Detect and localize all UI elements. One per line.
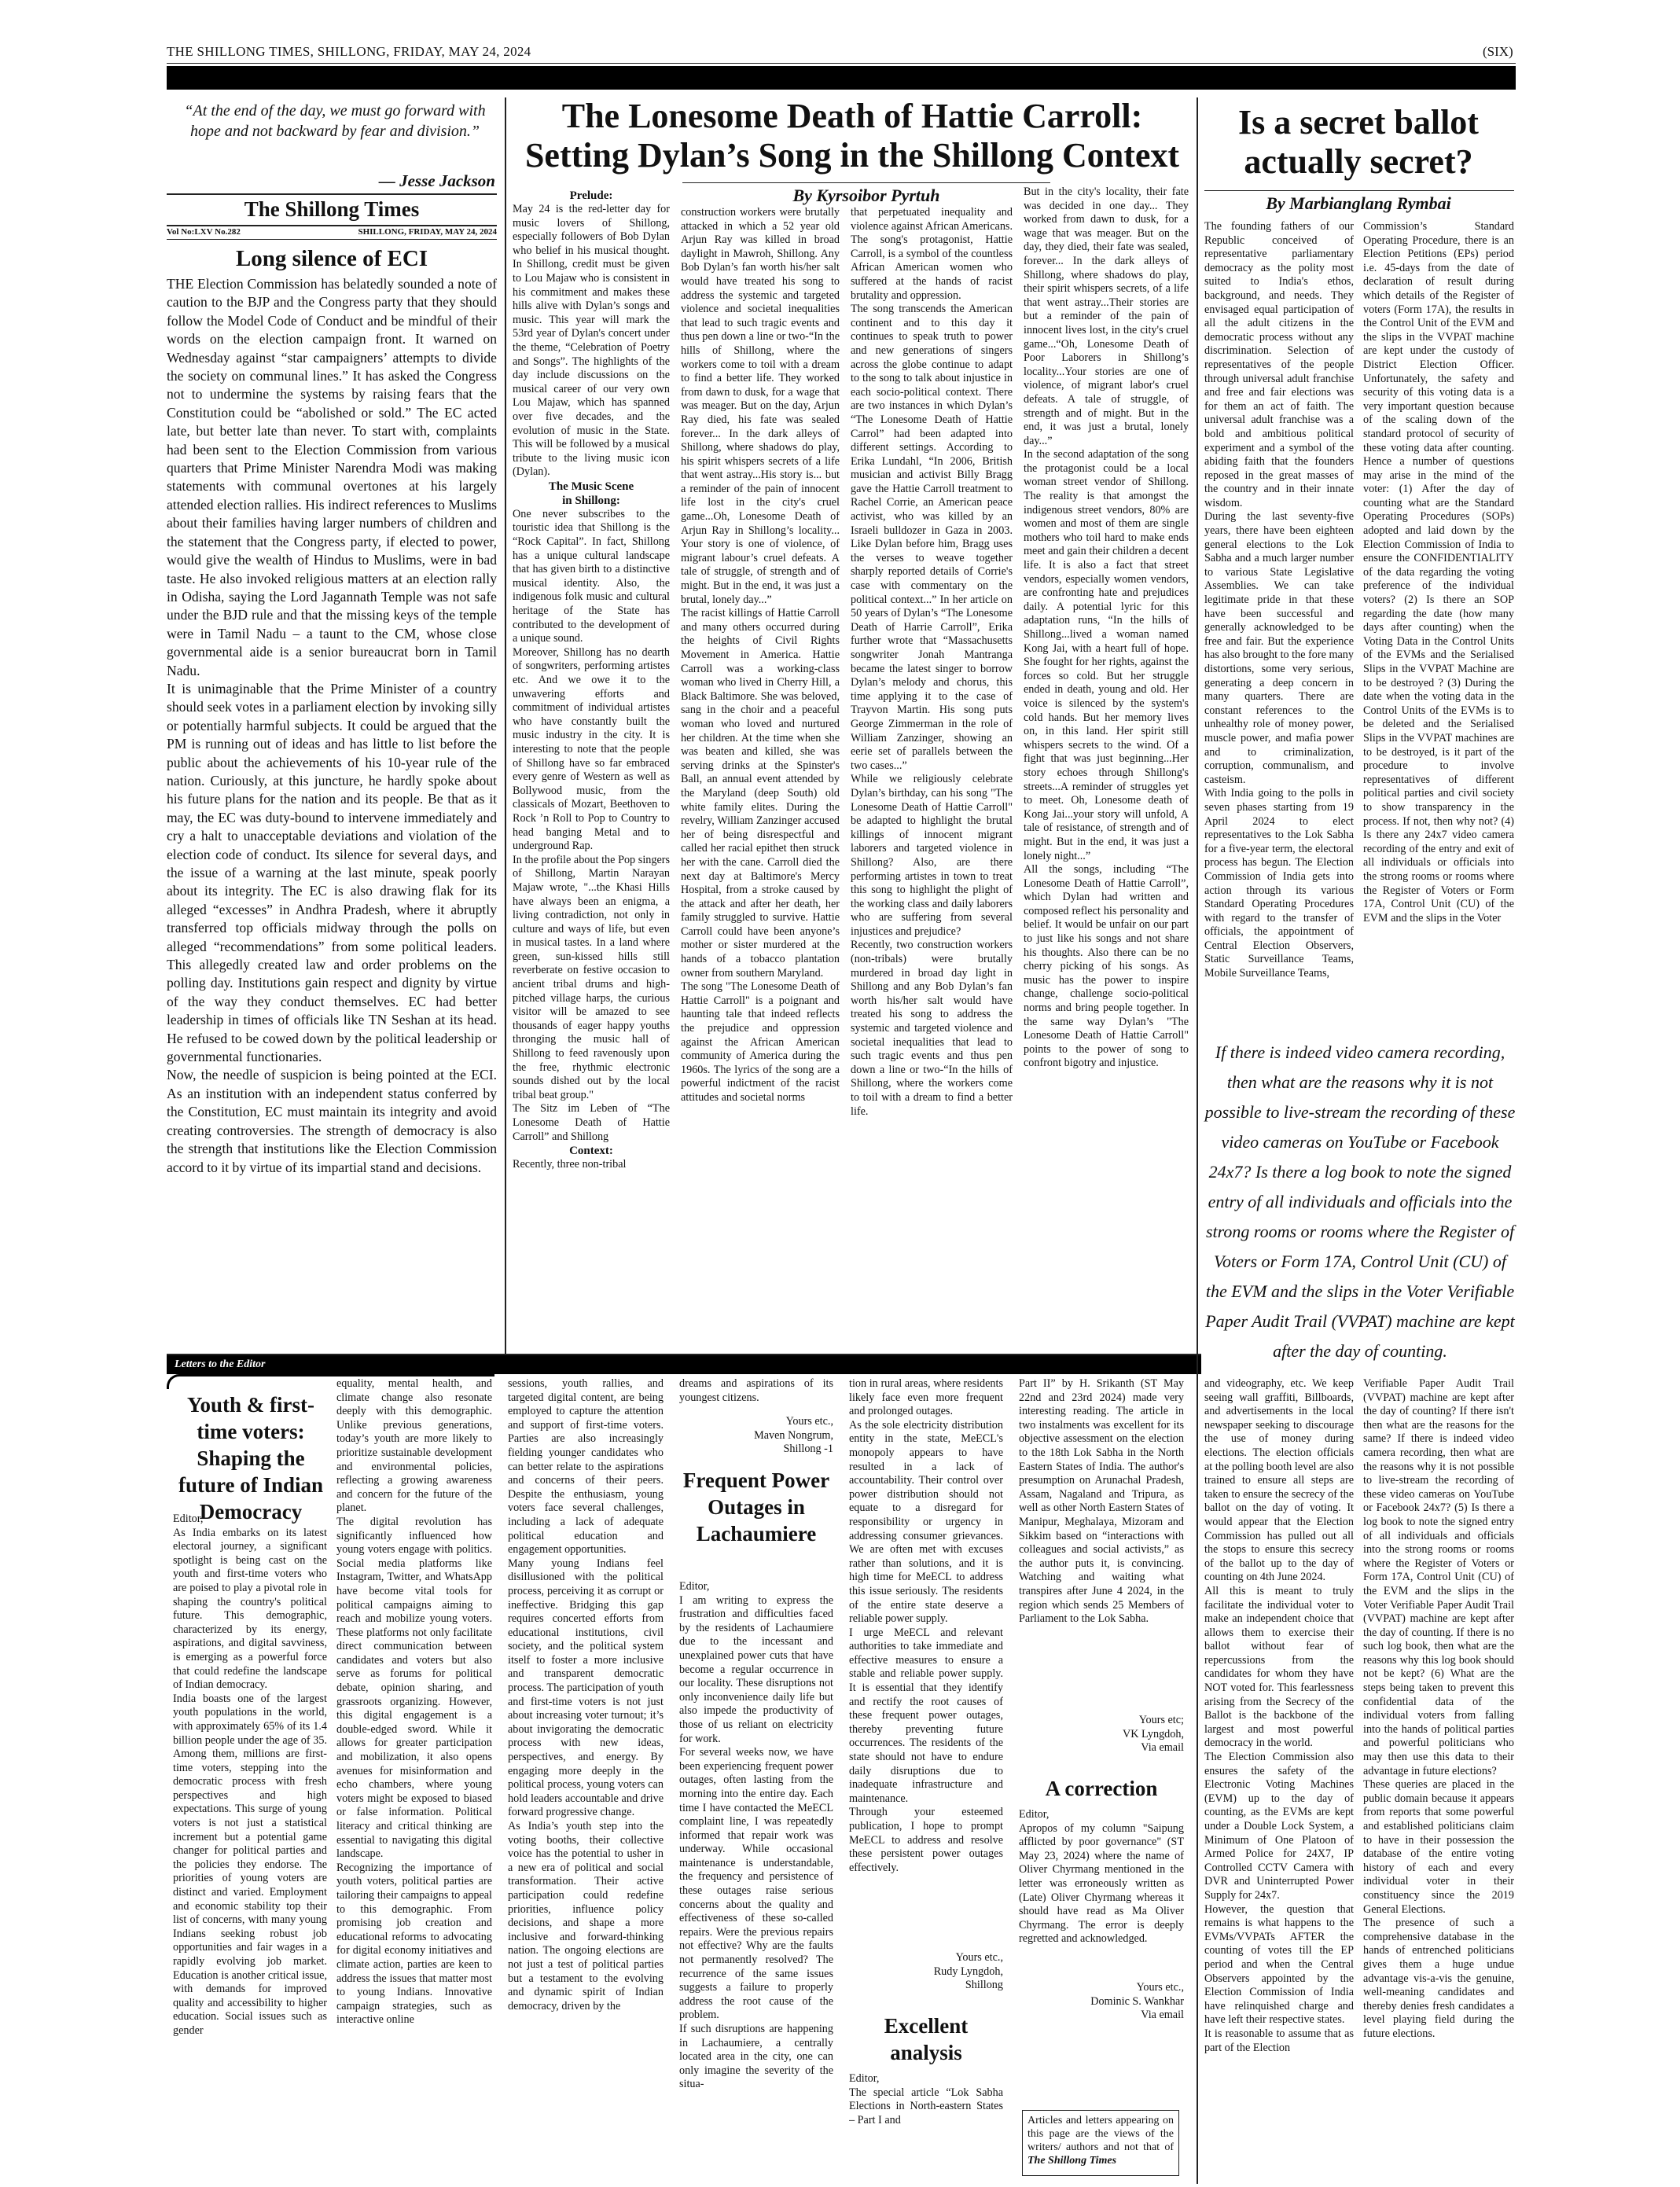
letter3-signature: Yours etc; VK Lyngdoh, Via email: [1122, 1714, 1184, 1755]
ballot-byline-rule: [1204, 190, 1514, 191]
letter4-title: A correction: [1045, 1777, 1158, 1800]
letter1-col-2: equality, mental health, and climate change also resonate deeply with this demographic. Unlike previous generations, today’s youth are more likely to prioritize sustainable development and environmental policies, reflecting a growing awareness and concern for the future of the planet. The digital revolution has significantly influenced how young voters engage with politics. Social media platforms like Instagram, Twitter, and WhatsApp have become vital tools for political campaigns aiming to reach and mobilize young voters. These platforms not only facilitate direct communication between candidates and voters but also serve as forums for political debate, opinion sharing, and grassroots organizing. However, this digital engagement is a double-edged sword. While it allows for greater participation and mobilization, it also opens avenues for misinformation and echo chambers, where young voters might be exposed to biased or false information. Political literacy and critical thinking are essential to navigating this digital landscape. Recognizing the importance of youth voters, political parties are tailoring their campaigns to appeal to this demographic. From promising job creation and educational reforms to advocating for digital economy initiatives and climate action, parties are keen to address the issues that matter most to young Indians. Innovative campaign strategies, such as interactive online: [336, 1377, 492, 2027]
prelude-text: May 24 is the red-letter day for music lovers of Shillong, especially followers of Bob Dylan who belief in his musical thought. In Shillong, credit must be given to Lou Majaw who is consistent in his commitment and makes these hills alive with Dylan’s songs and music. This year will mark the 53rd year of Dylan's concert under the theme, “Celebration of Poetry and Songs”. The highlights of the day include discussions on the musical career of our very own Lou Majaw, which has spanned over five decades, and the evolution of music in the State. This will be followed by a musical tribute to the living music icon (Dylan).: [513, 203, 670, 479]
letter2-title: Frequent Power Outages in Lachaumiere: [682, 1468, 830, 1546]
letter1-signature: Yours etc., Maven Nongrum, Shillong -1: [754, 1415, 833, 1456]
letter2-col-1: Editor, I am writing to express the frustration and difficulties faced by the residents of Lachaumiere due to the incessant and unexplained power cuts that have become a regular occurrence in our locality. These disruptions not only inconvenience daily life but also impede the productivity of those of us reliant on electricity for work. For several weeks now, we have been experiencing frequent power outages, often lasting from the morning into the entire day. Each time I have contacted the MeECL complaint line, I was repeatedly informed that repair work was underway. While occasional maintenance is understandable, the frequency and persistence of these outages raise serious concerns about the quality and effectiveness of these so-called repairs. Were the previous repairs not effective? Why are the faults not permanently resolved? The recurrence of the same issues suggests a failure to properly address the root cause of the problem. If such disruptions are happening in Lachaumiere, a centrally located area in the city, one can only imagine the severity of the situa-: [679, 1580, 833, 2091]
prelude-head: Prelude:: [569, 189, 613, 202]
ballot-title-line2: actually secret?: [1244, 142, 1473, 181]
quote-block: [170, 101, 500, 142]
running-head: THE SHILLONG TIMES, SHILLONG, FRIDAY, MAY 24, 2024: [167, 44, 531, 59]
lead-title-line1: The Lonesome Death of Hattie Carroll:: [561, 97, 1143, 135]
editorial-title: Long silence of ECI: [235, 246, 428, 271]
letter1-col-3: sessions, youth rallies, and targeted digital content, are being employed to capture the attention and support of first-time voters. Parties are also increasingly fielding younger candidates who can better relate to the aspirations and concerns of their peers. Despite the enthusiasm, young voters face several challenges, including a lack of adequate political education and engagement opportunities. Many young Indians feel disillusioned with the political process, perceiving it as corrupt or ineffective. Bridging this gap requires concerted efforts from educational institutions, civil society, and the political system itself to foster a more inclusive and transparent democratic process. The participation of youth and first-time voters is not just about increasing voter turnout; it’s about invigorating the democratic process with new ideas, perspectives, and energy. By engaging more deeply in the political process, young voters can hold leaders accountable and drive forward progressive change. As India’s youth step into the voting booths, their collective voice has the potential to usher in a new era of political and social transformation. Their active participation could redefine priorities, influence policy decisions, and shape a more inclusive and forward-thinking nation. The ongoing elections are not just a test of political parties but a testament to the evolving and dynamic spirit of Indian democracy, driven by the: [508, 1377, 664, 2012]
lead-col-2: construction workers were brutally attacked in which a 52 year old Arjun Ray was killed in broad daylight in Mawroh, Shillong. Any Bob Dylan’s fan worth his/her salt would have treated his song to address the systemic and targeted violence and societal inequalities that lead to such tragic events and thus pen down a line or two-“In the hills of Shillong, where the workers come to toil with a dream to find a better life. They worked from dawn to dusk, for a wage that was meager. But on the day, Arjun Ray died, his fate was sealed forever... In the dark alleys of Shillong, where shadows do play, his spirit whispers secrets of a life that went astray...His story is... but a reminder of the pain of innocent life lost in the city's cruel game...Oh, Lonesome Death of Arjun Ray in Shillong’s locality... Your story is one of violence, of migrant labour’s cruel defeats. A tale of struggle, of strength and of might. But in the end, it was just a brutal, lonely day...” The racist killings of Hattie Carroll and many others occurred during the heights of Civil Rights Movement in America. Hattie Carroll was a working-class woman who lived in Cherry Hill, a Black Baltimore. She was beloved, sang in the choir and a peaceful woman who loved and nurtured her children. At the time when she was beaten and killed, she was serving drinks at the Spinster's Ball, an annual event attended by the Maryland (deep South) old white family elites. During the revelry, William Zanzinger accused her of being disrespectful and called her racial epithet then struck her with the cane. Carroll died the next day at Baltimore's Mercy Hospital, from a stroke caused by the attack and after her death, her family struggled to survive. Hattie Carroll could have been anyone’s mother or sister murdered at the hands of a tobacco plantation owner from southern Maryland. The song "The Lonesome Death of Hattie Carroll" is a poignant and haunting tale that indeed reflects the prejudice and oppression against the African American community of America during the 1960s. The lyrics of the song are a powerful indictment of the racist attitudes and societal norms: [681, 206, 840, 1104]
quote-text: “At the end of the day, we must go forward with hope and not backward by fear and division.”: [184, 102, 486, 140]
lead-title-line2: Setting Dylan’s Song in the Shillong Context: [524, 136, 1180, 175]
divider-left: [505, 97, 506, 1354]
music-scene-head: The Music Scene in Shillong:: [548, 480, 634, 507]
letters-bar: [167, 1355, 1201, 1374]
divider-right: [1197, 97, 1198, 1354]
letter2-col-2: tion in rural areas, where residents likely face even more frequent and prolonged outages. As the sole electricity distribution entity in the state, MeECL's monopoly appears to have resulted in a lack of accountability. Their control over power distribution should not equate to a disregard for responsibility or urgency in addressing consumer grievances. We are often met with excuses rather than solutions, and it is high time for MeECL to address this issue seriously. The residents of the entire state deserve a reliable power supply. I urge MeECL and relevant authorities to take immediate and effective measures to ensure a stable and reliable power supply. It is essential that they identify and rectify the root causes of these frequent power outages, thereby preventing future occurrences. The residents of the state should not have to endure daily disruptions due to inadequate infrastructure and maintenance. Through your esteemed publication, I hope to prompt MeECL to address and resolve these persistent power outages effectively.: [849, 1377, 1003, 1874]
quote-author: — Jesse Jackson: [378, 171, 495, 190]
lead-col-4: But in the city's locality, their fate was decided in one day... They worked from dawn to dusk, for a wage that was meager. But on the day, they died, their fate was sealed, forever... In the dark alleys of Shillong, where shadows do play, their spirit whispers secrets, of a life that went astray...Their stories are but a reminder of the pain of innocent lives lost, in the city's cruel game...“Oh, Lonesome Death of Poor Laborers in Shillong’s locality...Your stories are one of violence, of migrant labor's cruel defeats. A tale of struggle, of strength and of might. But in the end, it was just a brutal, lonely day...” In the second adaptation of the song the protagonist could be a local woman street vendor of Shillong. The reality is that amongst the indigenous street vendors, 80% are women and most of them are single mothers who toil hard to make ends meet and gain their children a decent life. It is also a fact that street vendors, especially women vendors, are confronting hate and prejudices daily. A potential lyric for this adaptation runs, “In the hills of Shillong...lived a woman named Kong Jai, with a heart full of hope. She fought for her rights, against the forces so cold. But her struggle ended in death, young and old. Her voice is silenced by the system's cold hands. But her memory lives on, in this land. Her spirit still whispers secrets to the wind. Of a fight that was just beginning...Her story echoes through Shillong's streets...A reminder of struggles yet to meet. Oh, Lonesome death of Kong Jai...your story will unfold, A tale of resistance, of strength and of might. But in the end, it was just a lonely night...” All the songs, including “The Lonesome Death of Hattie Carroll”, which Dylan had written and composed reflect his personality and belief. It would be unfair on our part to just like his songs and not share his thoughts. Also there can be no cherry picking of his songs. As music has the power to inspire change, challenge socio-political norms and bring people together. In the same way Dylan’s "The Lonesome Death of Hattie Carroll" points to the power of song to confront bigotry and injustice.: [1024, 186, 1189, 1070]
letter3-title: Excellent analysis: [884, 2014, 969, 2064]
letter1-title: Youth & first-time voters: Shaping the future of Indian Democracy: [178, 1393, 324, 1524]
letter2-signature: Yours etc., Rudy Lyngdoh, Shillong: [933, 1951, 1003, 1992]
letter1-col-1: Editor, As India embarks on its latest electoral journey, a significant spotlight is being cast on the youth and first-time voters who are poised to play a pivotal role in shaping the country's political future. This demographic, characterized by its energy, aspirations, and digital savviness, is emerging as a powerful force that could redefine the landscape of Indian democracy. India boasts one of the largest youth populations in the world, with approximately 65% of its 1.4 billion people under the age of 35. Among them, millions are first-time voters, stepping into the democratic process with fresh perspectives and high expectations. This surge of young voters is not just a statistical increment but a potential game changer for political parties and the policies they endorse. The priorities of young voters are distinct and varied. Employment and economic stability top their list of concerns, with many young Indians seeking robust job opportunities and fair wages in a rapidly evolving job market. Education is another critical issue, with demands for improved quality and accessibility to higher education. Social issues such as gender: [173, 1513, 327, 2037]
page-number: (SIX): [1483, 44, 1513, 59]
ballot-col-1: The founding fathers of our Republic conceived of representative parliamentary democracy as the polity most suited to India's ethos, background, and needs. They envisaged equal participation of all the adult citizens in the democratic process without any discrimination. Selection of representatives of the people through universal adult franchise and free and fair elections was for them an act of faith. The universal adult franchise was a bold and ambitious political experiment and a symbol of the abiding faith that the founders reposed in the great masses of the country and in their innate wisdom. During the last seventy-five years, there have been eighteen general elections to the Lok Sabha and a much larger number to various State Legislative Assemblies. We can take legitimate pride in that these have been successful and generally acknowledged to be free and fair. But the experience has also brought to the fore many distortions, some very serious, generating a deep concern in many quarters. There are constant references to the unhealthy role of money power, muscle power, and mafia power and to criminalization, corruption, communalism, and casteism. With India going to the polls in seven phases starting from 19 April 2024 to elect representatives to the Lok Sabha for a five-year term, the electoral process has begun. The Election Commission of India gets into action through its various Standard Operating Procedures with regard to the transfer of officials, the appointment of Central Election Observers, Static Surveillance Teams, Mobile Surveillance Teams,: [1204, 220, 1354, 980]
letters-bar-label: Letters to the Editor: [175, 1358, 266, 1370]
masthead-rule-mid: [167, 225, 497, 226]
music-scene-text: One never subscribes to the touristic idea that Shillong is the “Rock Capital”. In fact, Shillong has a unique cultural landscape that has given birth to a distinctive musical identity. Also, the indigenous folk music and cultural heritage of the State has contributed to the development of a unique sound. Moreover, Shillong has no dearth of songwriters, performing artistes etc. And we owe it to the unwavering efforts and commitment of individual artistes who have constantly built the music industry in the city. It is interesting to note that the people of Shillong have so far embraced every genre of Western as well as Bollywood music, from the classicals of Mozart, Beethoven to Rock ’n Roll to Pop to Country to head banging Metal and to underground Rap. In the profile about the Pop singers of Shillong, Martin Narayan Majaw wrote, "...the Khasi Hills have always been an enigma, a living contradiction, not only in culture and ways of life, but even in musical tastes. In a land where green, sun-kissed hills still reverberate on festive occasion to ancient tribal drums and high-pitched village harps, the curious visitor will be amazed to see thousands of eager happy youths thronging the music hall of Shillong to feed ravenously upon the free, rhythmic electronic sounds dished out by the local tribal beat group." The Sitz im Leben of “The Lonesome Death of Hattie Carroll” and Shillong: [513, 507, 670, 1143]
editorial-body: THE Election Commission has belatedly sounded a note of caution to the BJP and the Congress party that they should follow the Model Code of Conduct and be mindful of their words on the election campaign front. It warned on Wednesday against “star campaigners’ attempts to divide the society on communal lines.” It has asked the Congress not to undermine the systems by raising fears that the Constitution could be “abolished or sold.” The EC acted late, but better late than never. To start with, complaints had been sent to the Election Commission from various quarters that Prime Minister Narendra Modi was making statements with communal overtones at his largely attended election rallies. His indirect references to Muslims about their families having larger numbers of children and the statement that the Congress party, if elected to power, would give the wealth of Hindus to Muslims, were in bad taste. He also invoked religious matters at an election rally in Odisha, saying the Lord Jagannath Temple was not safe under the BJD rule and that the missing keys of the temple were in Tamil Nadu – a taunt to the CM, whose close governmental aide is a senior bureaucrat born in Tamil Nadu. It is unimaginable that the Prime Minister of a country should seek votes in a parliament election by invoking silly or potentially harmful subjects. It could be argued that the PM is running out of ideas and has little to list before the public about the achievements of his 10-year rule of the nation. Curiously, at this juncture, he hardly spoke about his future plans for the nation and its people. Be that as it may, the EC was duty-bound to intervene immediately and cry a halt to unacceptable deviations and violation of the election code of conduct. Its silence for several days, and the issue of a warning at the last minute, speak poorly about its integrity. The EC is also drawing flak for its alleged “excesses” in Andhra Pradesh, where it abruptly transferred top officials midway through the polls on alleged “recommendations” from some political leaders. This allegedly created law and order problems on the polling day. Institutions gain respect and dignity by virtue of the way they conduct themselves. EC had better leadership in times of officials like TN Seshan at its head. He refused to be cowed down by the political leadership or governmental functionaries. Now, the needle of suspicion is being pointed at the ECI. As an institution with an independent status conferred by the Constitution, EC must maintain its integrity and avoid creating controversies. The strength of democracy is also the strength that institutions like the Election Commission accord to it by virtue of its impartial stand and decisions.: [167, 276, 497, 1175]
letter4-text: Editor, Apropos of my column "Saipung afflicted by poor governance" (ST May 23, 2024) where the name of Oliver Chyrmang mentioned in the letter was erroneously written as (Late) Oliver Chyrmang whereas it should have read as Ma Oliver Chyrmang. The error is deeply regretted and acknowledged.: [1019, 1808, 1184, 1946]
ballot-col-4: Verifiable Paper Audit Trail (VVPAT) machine are kept after the day of counting? If there isn't then what are the reasons for the same? If there is indeed video camera recording, then what are the reasons why it is not possible to live-stream the recording of these video cameras on YouTube or Facebook 24x7? (5) Is there a log book to note the signed entry of all individuals and officials into the strong rooms or rooms where the Register of Voters or Form 17A, Control Unit (CU) of the EVM and the slips in the Voter Verifiable Paper Audit Trail (VVPAT) machine are kept after the day of counting. If there is no such log book, then what are the reasons why this log book should not be kept? (6) What are the steps being taken to prevent this confidential data of the individual voters from falling into the hands of political parties and powerful politicians who may then use this data to their advantage in future elections? These queries are placed in the public domain because it appears from reports that some powerful and established politicians claim to have in their possession the database of the entire voting history of each and every individual voter in their constituency since the 2019 General Elections. The presence of such a comprehensive database in the hands of entrenched politicians gives them a huge undue advantage vis-a-vis the genuine, well-meaning candidates and thereby denies fresh candidates a level playing field during the future elections.: [1363, 1377, 1514, 2040]
header-black-bar: [167, 66, 1516, 90]
context-head: Context:: [569, 1145, 613, 1158]
context-text: Recently, three non-tribal: [513, 1158, 627, 1171]
masthead-dateline: SHILLONG, FRIDAY, MAY 24, 2024: [358, 227, 497, 237]
lead-byline: By Kyrsoibor Pyrtuh: [792, 186, 940, 205]
ballot-col-2: Commission’s Standard Operating Procedure, there is an Election Petitions (EPs) period i.e. 45-days from the date of declaration of result during which details of the Register of voters (Form 17A), the results in the Control Unit of the EVM and the slips in the VVPAT machine are kept under the custody of District Election Officer. Unfortunately, the safety and security of this voting data is a very important question because of the scaling down of the standard protocol of security of these voting data after counting. Hence a number of questions may arise in the mind of the voter: (1) After the day of counting what are the Standard Operating Procedures (SOPs) adopted and laid down by the Election Commission of India to ensure the CONFIDENTIALITY of the data regarding the voting preference of the individual voters? (2) Is there an SOP regarding the date (how many days after counting) when the Voting Data in the Control Units of the EVMs and the Serialised Slips in the VVPAT Machine are to be destroyed ? (3) During the date when the voting data in the Control Units of the EVMs is to be deleted and the Serialised Slips in the VVPAT machines are to be destroyed, is it part of the procedure to involve representatives of different political parties and civil society to show transparency in the process. If not, then why not? (4) Is there any 24x7 video camera recording of the entry and exit of all individuals or officials into the strong rooms or rooms where the Register of Voters or Form 17A, Control Unit (CU) of the EVM and the slips in the Voter: [1363, 220, 1514, 924]
lead-byline-rule: [682, 182, 1050, 183]
ballot-byline: By Marbianglang Rymbai: [1266, 193, 1451, 213]
masthead-volume: Vol No:LXV No.282: [167, 227, 241, 237]
ballot-pullquote: If there is indeed video camera recording, then what are the reasons why it is not possible to live-stream the recording of these video cameras on YouTube or Facebook 24x7? Is there a log book to note the signed entry of all individuals and officials into the strong rooms or rooms where the Register of Voters or Form 17A, Control Unit (CU) of the EVM and the slips in the Voter Verifiable Paper Audit Trail (VVPAT) machine are kept after the day of counting.: [1204, 1042, 1516, 1361]
disclaimer-text: Articles and letters appearing on this page are the views of the writers/ authors and not that of: [1027, 2115, 1174, 2153]
masthead-title: The Shillong Times: [244, 197, 420, 221]
lead-col-3: that perpetuated inequality and violence against African Americans. The song's protagonist, Hattie Carroll, is a symbol of the countless African American women who suffered at the hands of racist brutality and oppression. The song transcends the American continent and to this day it continues to speak truth to power and new generations of singers across the globe continue to adapt to the song to talk about injustice in each socio-political context. There are two instances in which Dylan’s “The Lonesome Death of Hattie Carrol” had been adapted into different settings. According to Erika Lundahl, “In 2006, British musician and activist Billy Bragg gave the Hattie Carroll treatment to Rachel Corrie, an American peace activist, who was killed by an Israeli bulldozer in Gaza in 2003. Like Dylan before him, Bragg uses the verses to weave together sharply reported details of Corrie's case with commentary on the political context...” In her article on 50 years of Dylan’s “The Lonesome Death of Harrie Carroll”, Erika further wrote that “Massachusetts songwriter Jonah Mantranga became the latest singer to borrow Dylan’s melody and chorus, this time applying it to the case of Trayvon Martin. His song puts George Zimmerman in the role of William Zanzinger, showing an eerie set of parallels between the two cases...” While we religiously celebrate Dylan’s birthday, can his song "The Lonesome Death of Hattie Carroll" be adapted to highlight the brutal killings of innocent migrant laborers and targeted violence in Shillong? Also, are there performing artistes in town to treat this song to highlight the plight of the working class and daily laborers who are suffering from several injustices and prejudice? Recently, two construction workers (non-tribals) were brutally murdered in broad day light in Shillong and any Bob Dylan’s fan worth his/her salt would have treated his song to address the systemic and targeted violence and societal inequalities that lead to such tragic events and thus pen down a line or two-“In the hills of Shillong, where the workers come to toil with a dream to find a better life.: [851, 206, 1013, 1118]
lead-col-1: [513, 189, 670, 1354]
letter1-col-4: dreams and aspirations of its youngest citizens.: [679, 1377, 833, 1404]
header-rule-thin: [167, 63, 1516, 64]
letter3-col-1: Editor, The special article “Lok Sabha Elections in North-eastern States – Part I and: [849, 2072, 1003, 2126]
divider-letters-ballot: [1197, 1354, 1198, 2184]
disclaimer-paper: The Shillong Times: [1027, 2155, 1117, 2167]
ballot-col-3: and videography, etc. We keep seeing wall graffiti, Billboards, and advertisements in the local newspaper seeking to discourage the use of money during elections. The election officials at the polling booth level are also trained to ensure all steps are taken to ensure the secrecy of the ballot on the day of voting. It would appear that the Election Commission has pulled out all the stops to ensure this secrecy of the ballot up to the day of counting on 4th June 2024. All this is meant to truly facilitate the individual voter to make an independent choice that allows them to exercise their ballot without fear of repercussions from the candidates for whom they have NOT voted for. This fearlessness arising from the Secrecy of the Ballot is the backbone of the largest and most powerful democracy in the world. The Election Commission also ensures the safety of the Electronic Voting Machines (EVM) up to the day of counting, as the EVMs are kept under a Double Lock System, a Minimum of One Platoon of Armed Police for 24X7, IP Controlled CCTV Camera with DVR and Uninterrupted Power Supply for 24x7. However, the question that remains is what happens to the EVMs/VVPATs AFTER the counting of votes till the EP period and when the Central Observers appointed by the Election Commission of India have relinquished charge and have left their respective states. It is reasonable to assume that as part of the Election: [1204, 1377, 1354, 2054]
letter4-signature: Yours etc., Dominic S. Wankhar Via email: [1090, 1981, 1184, 2022]
disclaimer-box: [1022, 2110, 1179, 2176]
ballot-title-line1: Is a secret ballot: [1238, 103, 1479, 142]
masthead-rule-bottom: [167, 239, 497, 240]
letter3-col-2: Part II” by H. Srikanth (ST May 22nd and 23rd 2024) made very interesting reading. The article in two instalments was excellent for its objective assessment on the election to the 18th Lok Sabha in the North Eastern States of India. The author's presumption on Arunachal Pradesh, Assam, Nagaland and Tripura, as well as other North Eastern States of Manipur, Meghalaya, Mizoram and Sikkim based on “interactions with colleagues and social activists,” as the author puts it, is convincing. Watching and waiting what transpires after June 4 2024, in the region which sends 25 Members of Parliament to the Lok Sabha.: [1019, 1377, 1184, 1626]
